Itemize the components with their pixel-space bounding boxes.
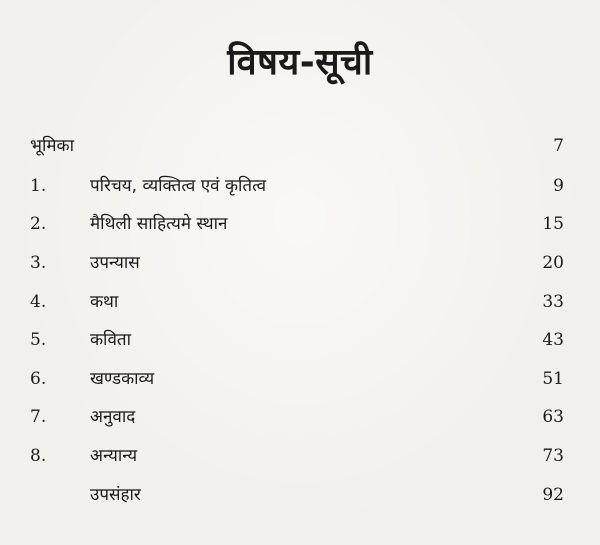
toc-entry-page: 73 — [542, 446, 564, 466]
toc-entry-page: 51 — [542, 369, 564, 389]
toc-entry-number: 2. — [30, 214, 47, 234]
toc-entry-number: 7. — [30, 407, 47, 427]
toc-entry-label: कथा — [90, 292, 119, 312]
toc-entry — [0, 206, 600, 242]
toc-entry — [0, 438, 600, 474]
toc-entry-label: परिचय, व्यक्तित्व एवं कृतित्व — [90, 176, 267, 196]
toc-entry-page: 15 — [542, 214, 564, 234]
toc-entry-label: खण्डकाव्य — [90, 369, 155, 389]
toc-entry-number: 6. — [30, 369, 47, 389]
toc-entry-label: भूमिका — [30, 136, 74, 156]
page-title: विषय-सूची — [227, 42, 373, 83]
toc-entry-label: कविता — [90, 330, 132, 350]
toc-entry — [0, 399, 600, 435]
toc-entry-page: 92 — [542, 485, 564, 505]
toc-entry-page: 33 — [542, 292, 564, 312]
toc-entry-page: 9 — [553, 176, 564, 196]
toc-entry-label: मैथिली साहित्यमे स्थान — [90, 214, 228, 234]
toc-entry-page: 43 — [542, 330, 564, 350]
toc-entry — [0, 361, 600, 397]
toc-entry — [0, 245, 600, 281]
toc-entry-number: 5. — [30, 330, 47, 350]
toc-entry — [0, 128, 600, 164]
toc-entry-page: 63 — [542, 407, 564, 427]
toc-entry — [0, 168, 600, 204]
toc-entry-number: 3. — [30, 253, 47, 273]
toc-entry-number: 4. — [30, 292, 47, 312]
toc-entry-number: 8. — [30, 446, 47, 466]
toc-entry-label: अन्यान्य — [90, 446, 138, 466]
toc-entry-page: 20 — [542, 253, 564, 273]
toc-entry-label: अनुवाद — [90, 407, 136, 427]
toc-entry-page: 7 — [553, 136, 564, 156]
toc-entry — [0, 284, 600, 320]
toc-entry — [0, 322, 600, 358]
toc-entry — [0, 477, 600, 513]
toc-entry-label: उपसंहार — [90, 485, 141, 505]
toc-entry-label: उपन्यास — [90, 253, 140, 273]
toc-entry-number: 1. — [30, 176, 47, 196]
